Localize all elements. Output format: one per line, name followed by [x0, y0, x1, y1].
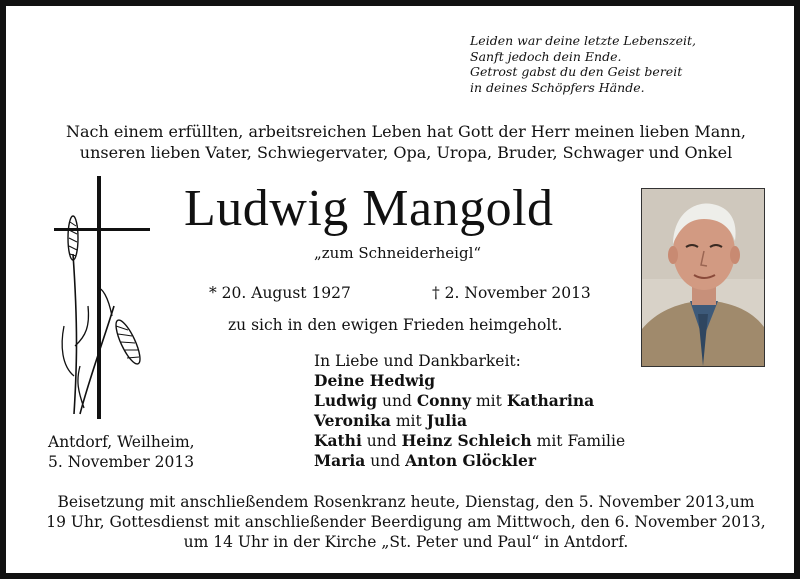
- intro-line: unseren lieben Vater, Schwiegervater, Opa, Uropa, Bruder, Schwager und Onkel: [79, 143, 733, 162]
- mourner-name: Conny: [416, 391, 472, 410]
- funeral-line: 19 Uhr, Gottesdienst mit anschließender Beerdigung am Mittwoch, den 6. November 2013,: [46, 513, 766, 531]
- birth-date: * 20. August 1927: [209, 284, 351, 302]
- death-date: † 2. November 2013: [432, 284, 591, 302]
- poem-line: Leiden war deine letzte Lebenszeit,: [470, 33, 696, 48]
- intro-line: Nach einem erfüllten, arbeitsreichen Leben hat Gott der Herr meinen lieben Mann,: [66, 122, 746, 141]
- place-line: Antdorf, Weilheim,: [48, 433, 195, 451]
- poem-line: Getrost gabst du den Geist bereit: [470, 64, 683, 79]
- poem: [470, 33, 696, 95]
- funeral-line: um 14 Uhr in der Kirche „St. Peter und Paul“ in Antdorf.: [183, 533, 629, 551]
- date-line: 5. November 2013: [48, 453, 195, 471]
- cross-with-wheat-icon: [50, 176, 154, 424]
- mourner-name: Katharina: [506, 391, 595, 410]
- connector-text: mit: [471, 392, 507, 410]
- mourner-name: Kathi: [314, 431, 362, 450]
- intro-text: [6, 121, 800, 163]
- connector-text: mit: [390, 412, 427, 430]
- mourner-name: Ludwig: [314, 391, 378, 410]
- funeral-line: Beisetzung mit anschließendem Rosenkranz heute, Dienstag, den 5. November 2013,um: [57, 493, 755, 511]
- mourner-name: Julia: [426, 411, 468, 430]
- mourner-name: Veronika: [314, 411, 391, 430]
- mourner-line: [314, 391, 625, 411]
- poem-line: Sanft jedoch dein Ende.: [470, 48, 622, 64]
- mourner-line: [314, 451, 625, 471]
- funeral-info: [6, 492, 800, 552]
- mourner-name: Anton Glöckler: [405, 451, 537, 470]
- connector-text: und: [365, 452, 406, 470]
- portrait-image: [642, 189, 764, 366]
- poem-line: in deines Schöpfers Hände.: [470, 79, 645, 95]
- mourner-line: [314, 431, 625, 451]
- mourner-line: [314, 411, 625, 431]
- mourner-name: Deine Hedwig: [314, 371, 436, 390]
- connector-text: mit Familie: [531, 432, 626, 450]
- portrait-photo: [641, 188, 765, 367]
- place-and-date: [48, 432, 195, 472]
- connector-text: und: [377, 392, 417, 410]
- connector-text: und: [361, 432, 402, 450]
- mourner-name: Maria: [314, 451, 366, 470]
- mourner-name: Heinz Schleich: [401, 431, 532, 450]
- deceased-name: Ludwig Mangold: [184, 180, 554, 237]
- mourner-line: [314, 371, 625, 391]
- deceased-nickname: „zum Schneiderheigl“: [314, 244, 482, 262]
- peace-text: zu sich in den ewigen Frieden heimgeholt.: [228, 316, 563, 334]
- mourners-list: [314, 351, 625, 471]
- mourners-heading: In Liebe und Dankbarkeit:: [314, 352, 521, 370]
